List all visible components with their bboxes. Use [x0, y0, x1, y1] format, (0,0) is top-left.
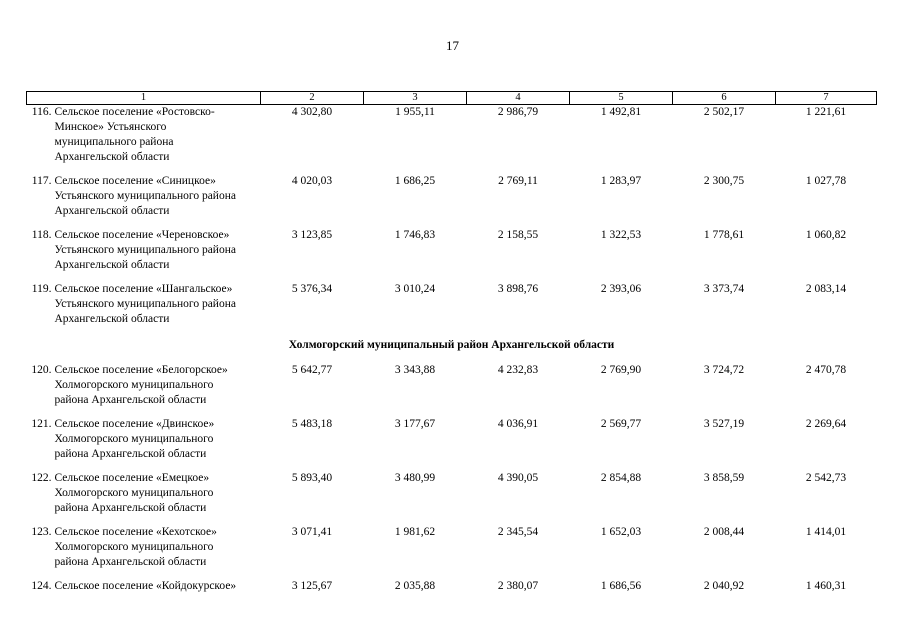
settlement-cell [27, 525, 261, 579]
value-cell: 3 177,67 [394, 418, 436, 430]
value-cell: 2 040,92 [703, 580, 745, 592]
value-cell: 2 542,73 [805, 472, 847, 484]
column-header: 7 [776, 92, 877, 105]
settlement-name: Сельское поселение «Ростовско- Минское» Устьянского муниципального района Архангельской области [54, 106, 215, 163]
value-cell: 2 035,88 [394, 580, 436, 592]
table-row [27, 471, 877, 525]
settlement-name: Сельское поселение «Кехотское» Холмогорского муниципального района Архангельской области [54, 526, 217, 568]
row-number: 123. [31, 526, 52, 538]
value-cell: 2 569,77 [600, 418, 642, 430]
value-cell: 1 221,61 [805, 106, 847, 118]
value-cell: 1 746,83 [394, 229, 436, 241]
table-row [27, 228, 877, 282]
value-cell: 3 123,85 [291, 229, 333, 241]
value-cell: 4 036,91 [497, 418, 539, 430]
value-cell: 2 986,79 [497, 106, 539, 118]
value-cell: 4 232,83 [497, 364, 539, 376]
settlement-cell [27, 228, 261, 282]
value-cell: 2 502,17 [703, 106, 745, 118]
settlement-name: Сельское поселение «Синицкое» Устьянского муниципального района Архангельской области [54, 175, 236, 217]
value-cell: 2 769,11 [498, 175, 538, 187]
header-row [27, 92, 877, 105]
settlement-name: Сельское поселение «Койдокурское» [54, 580, 237, 592]
value-cell: 1 060,82 [805, 229, 847, 241]
table-row [27, 363, 877, 417]
row-number: 118. [31, 229, 52, 241]
settlement-cell [27, 579, 261, 603]
value-cell: 2 380,07 [497, 580, 539, 592]
value-cell: 4 390,05 [497, 472, 539, 484]
value-cell: 3 724,72 [703, 364, 745, 376]
value-cell: 3 343,88 [394, 364, 436, 376]
table-row [27, 525, 877, 579]
value-cell: 5 642,77 [291, 364, 333, 376]
value-cell: 1 322,53 [600, 229, 642, 241]
settlement-cell [27, 282, 261, 336]
value-cell: 1 460,31 [805, 580, 847, 592]
settlement-name: Сельское поселение «Шангальское» Устьянского муниципального района Архангельской области [54, 283, 236, 325]
value-cell: 3 010,24 [394, 283, 436, 295]
row-number: 116. [31, 106, 52, 118]
value-cell: 2 769,90 [600, 364, 642, 376]
settlement-cell [27, 105, 261, 175]
section-title: Холмогорский муниципальный район Архангельской области [288, 339, 615, 351]
table-row [27, 174, 877, 228]
value-cell: 3 480,99 [394, 472, 436, 484]
value-cell: 3 898,76 [497, 283, 539, 295]
value-cell: 2 470,78 [805, 364, 847, 376]
value-cell: 1 686,56 [600, 580, 642, 592]
table-body [27, 105, 877, 604]
settlement-cell [27, 363, 261, 417]
value-cell: 2 345,54 [497, 526, 539, 538]
row-number: 124. [31, 580, 52, 592]
value-cell: 2 393,06 [600, 283, 642, 295]
row-number: 119. [31, 283, 52, 295]
settlement-name: Сельское поселение «Двинское» Холмогорского муниципального района Архангельской области [54, 418, 215, 460]
row-number: 122. [31, 472, 52, 484]
value-cell: 1 981,62 [394, 526, 436, 538]
settlement-name: Сельское поселение «Емецкое» Холмогорского муниципального района Архангельской области [54, 472, 214, 514]
value-cell: 1 686,25 [394, 175, 436, 187]
value-cell: 3 373,74 [703, 283, 745, 295]
settlement-name: Сельское поселение «Череновское» Устьянского муниципального района Архангельской области [54, 229, 236, 271]
value-cell: 2 158,55 [497, 229, 539, 241]
table-row [27, 579, 877, 603]
value-cell: 1 283,97 [600, 175, 642, 187]
section-row [27, 336, 877, 363]
page-number: 17 [446, 38, 459, 53]
value-cell: 2 269,64 [805, 418, 847, 430]
value-cell: 1 027,78 [805, 175, 847, 187]
column-header: 5 [570, 92, 673, 105]
value-cell: 2 854,88 [600, 472, 642, 484]
column-header: 3 [364, 92, 467, 105]
column-header: 4 [467, 92, 570, 105]
value-cell: 1 955,11 [395, 106, 435, 118]
table-row [27, 417, 877, 471]
value-cell: 2 008,44 [703, 526, 745, 538]
value-cell: 5 483,18 [291, 418, 333, 430]
value-cell: 3 858,59 [703, 472, 745, 484]
table-row [27, 282, 877, 336]
settlement-name: Сельское поселение «Белогорское» Холмогорского муниципального района Архангельской области [54, 364, 228, 406]
value-cell: 4 302,80 [291, 106, 333, 118]
value-cell: 1 492,81 [600, 106, 642, 118]
value-cell: 3 071,41 [291, 526, 333, 538]
value-cell: 1 778,61 [703, 229, 745, 241]
column-header: 2 [261, 92, 364, 105]
settlement-cell [27, 471, 261, 525]
row-number: 120. [31, 364, 52, 376]
settlement-cell [27, 174, 261, 228]
column-header: 1 [27, 92, 261, 105]
value-cell: 1 652,03 [600, 526, 642, 538]
row-number: 121. [31, 418, 52, 430]
column-header: 6 [673, 92, 776, 105]
table-row [27, 105, 877, 175]
data-table [26, 91, 877, 603]
value-cell: 5 376,34 [291, 283, 333, 295]
value-cell: 2 300,75 [703, 175, 745, 187]
settlement-cell [27, 417, 261, 471]
row-number: 117. [31, 175, 52, 187]
value-cell: 2 083,14 [805, 283, 847, 295]
value-cell: 3 125,67 [291, 580, 333, 592]
value-cell: 4 020,03 [291, 175, 333, 187]
value-cell: 3 527,19 [703, 418, 745, 430]
value-cell: 5 893,40 [291, 472, 333, 484]
value-cell: 1 414,01 [805, 526, 847, 538]
